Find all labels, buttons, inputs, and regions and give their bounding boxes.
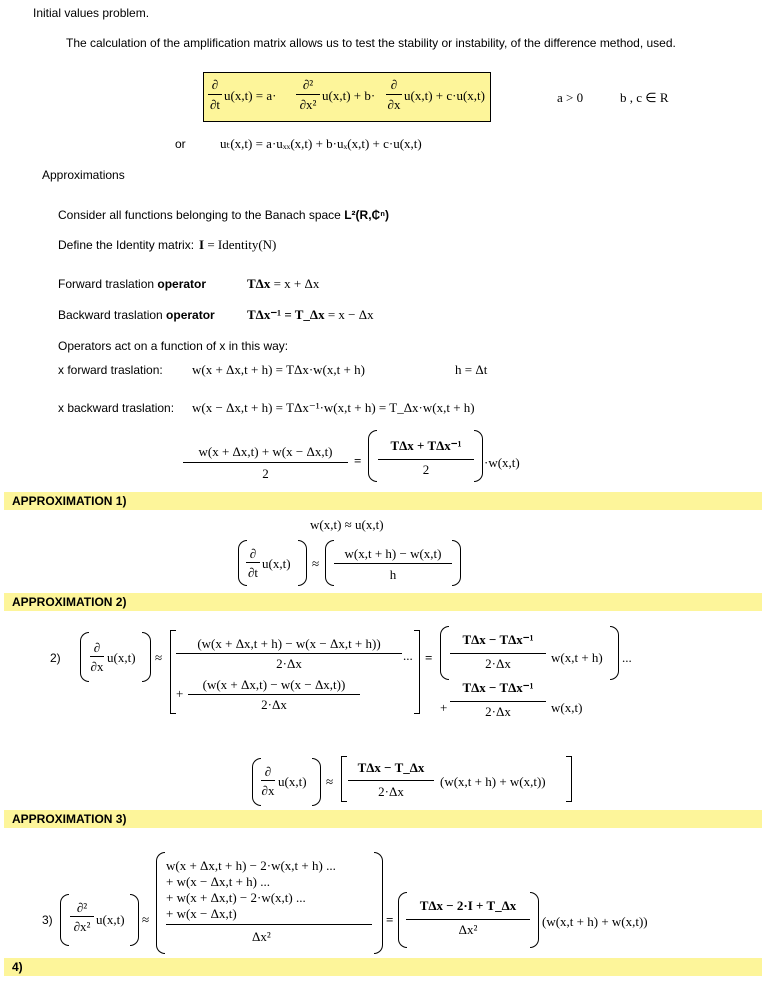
approx1-lhs: u(x,t) [262, 556, 291, 571]
average-tail: ·w(x,t) [484, 455, 520, 470]
approx3-label: 3) [42, 913, 53, 927]
approx3-lhs: u(x,t) [96, 912, 125, 927]
approx2-frac2: (w(x + Δx,t) − w(x − Δx,t)) 2·Δx [188, 677, 360, 709]
approximation-4-band [4, 958, 762, 976]
approx2-r1-fraction: TΔx − TΔx⁻¹ 2·Δx [450, 632, 546, 664]
left-paren [156, 852, 165, 954]
plus-sign: + [440, 700, 448, 715]
condition-a: a > 0 [557, 90, 584, 105]
left-paren [368, 430, 377, 482]
approx3-equals: = [386, 912, 394, 927]
x-forward-label: x forward traslation: [58, 363, 163, 377]
right-paren [298, 540, 307, 586]
approx2-r2-tail: w(x,t) [551, 700, 583, 715]
approx2-equals: = [425, 650, 433, 665]
approx1-fraction: w(x,t + h) − w(x,t) h [334, 546, 452, 578]
right-paren [452, 540, 461, 586]
approx2-r1-tail: w(x,t + h) [551, 650, 603, 665]
identity-text: Define the Identity matrix: [58, 238, 195, 252]
approx3-line4: + w(x − Δx,t) [166, 906, 237, 921]
approx3-line2: + w(x − Δx,t + h) ... [166, 874, 271, 889]
approx2-r2-fraction: TΔx − TΔx⁻¹ 2·Δx [450, 680, 546, 712]
approx2-r1-dots: ... [622, 650, 632, 665]
approximation-1-band [4, 492, 762, 510]
h-definition: h = Δt [455, 362, 488, 377]
x-backward-label: x backward traslation: [58, 401, 175, 415]
approximation-2-heading: APPROXIMATION 2) [12, 595, 127, 609]
operators-act-text: Operators act on a function of x in this way: [58, 339, 289, 353]
left-paren [252, 758, 261, 806]
x-backward-formula: w(x − Δx,t + h) = TΔx⁻¹·w(x,t + h) = T_Δx·w(x,t + h) [192, 400, 475, 415]
right-paren [130, 894, 139, 946]
right-paren [610, 626, 619, 680]
left-bracket [341, 756, 347, 802]
plus-sign: + [176, 686, 184, 701]
approx1-approx: ≈ [312, 556, 320, 571]
approx2-approx: ≈ [155, 650, 163, 665]
average-fraction: w(x + Δx,t) + w(x − Δx,t) 2 [183, 444, 348, 476]
left-paren [60, 894, 69, 946]
right-paren [312, 758, 321, 806]
approx2-final-fraction: TΔx − T_Δx 2·Δx [348, 760, 434, 792]
main-equation-box [203, 72, 491, 122]
approx3-line1: w(x + Δx,t + h) − 2·w(x,t + h) ... [166, 858, 336, 873]
main-lhs: u(x,t) = a· [224, 88, 277, 103]
approx3-den: Δx² [252, 929, 271, 944]
approximation-1-heading: APPROXIMATION 1) [12, 494, 127, 508]
x-forward-formula: w(x + Δx,t + h) = TΔx·w(x,t + h) [192, 362, 365, 377]
or-label: or [175, 137, 186, 151]
approx3-tail: (w(x,t + h) + w(x,t)) [542, 914, 648, 929]
approximation-3-band [4, 810, 762, 828]
approx2-dots: ... [403, 648, 413, 663]
intro-description: The calculation of the amplification matrix allows us to test the stability or instability, of the difference method, used. [66, 36, 676, 50]
approximations-heading: Approximations [42, 168, 125, 182]
average-rhs-fraction: TΔx + TΔx⁻¹ 2 [378, 438, 474, 470]
average-equals: = [354, 453, 362, 468]
approx2-label: 2) [50, 651, 61, 665]
approx1-line1: w(x,t) ≈ u(x,t) [310, 517, 384, 532]
right-paren [474, 430, 483, 482]
left-paren [325, 540, 334, 586]
approx3-approx: ≈ [142, 912, 150, 927]
left-paren [440, 626, 449, 680]
approx1-dt: ∂ ∂t [247, 546, 259, 580]
forward-operator-text: Forward traslation operator [58, 277, 207, 291]
forward-operator-formula: TΔx = x + Δx [247, 276, 320, 291]
approx2-final-approx: ≈ [326, 774, 334, 789]
condition-bc: b , c ∈ R [620, 90, 669, 105]
dx-fraction: ∂ ∂x [387, 77, 401, 112]
approx2-final-lhs: u(x,t) [278, 774, 307, 789]
main-mid1: u(x,t) + b· [322, 88, 376, 103]
approx2-dx: ∂ ∂x [90, 640, 104, 674]
right-paren [374, 852, 383, 954]
approx3-dx2: ∂² ∂x² [70, 900, 94, 932]
right-paren [530, 892, 539, 948]
right-bracket [414, 630, 420, 714]
main-mid2: u(x,t) + c·u(x,t) [404, 88, 485, 103]
approx3-line3: + w(x + Δx,t) − 2·w(x,t) ... [166, 890, 306, 905]
right-bracket [566, 756, 572, 802]
right-paren [142, 632, 151, 682]
approx2-final-tail: (w(x,t + h) + w(x,t)) [440, 774, 546, 789]
dt-fraction: ∂ ∂t [209, 77, 221, 112]
approximation-2-band [4, 593, 762, 611]
banach-text: Consider all functions belonging to the Banach space L²(R,₵ⁿ) [58, 208, 389, 222]
approx2-frac1: (w(x + Δx,t + h) − w(x − Δx,t + h)) 2·Δx [176, 636, 402, 668]
approx2-lhs: u(x,t) [107, 650, 136, 665]
approx2-final-dx: ∂ ∂x [261, 764, 275, 798]
approx3-fraction-line [166, 924, 372, 925]
intro-title: Initial values problem. [33, 6, 150, 20]
backward-operator-formula: TΔx⁻¹ = T_Δx = x − Δx [247, 307, 374, 322]
approximation-4-heading: 4) [12, 960, 23, 974]
approximation-3-heading: APPROXIMATION 3) [12, 812, 127, 826]
backward-operator-text: Backward traslation operator [58, 308, 215, 322]
identity-formula: I = Identity(N) [199, 237, 277, 252]
left-paren [80, 632, 89, 682]
dx2-fraction: ∂² ∂x² [296, 77, 320, 109]
alt-equation: uₜ(x,t) = a·uₓₓ(x,t) + b·uₓ(x,t) + c·u(x,t) [220, 136, 422, 151]
approx3-rhs-fraction: TΔx − 2·I + T_Δx Δx² [406, 898, 530, 930]
